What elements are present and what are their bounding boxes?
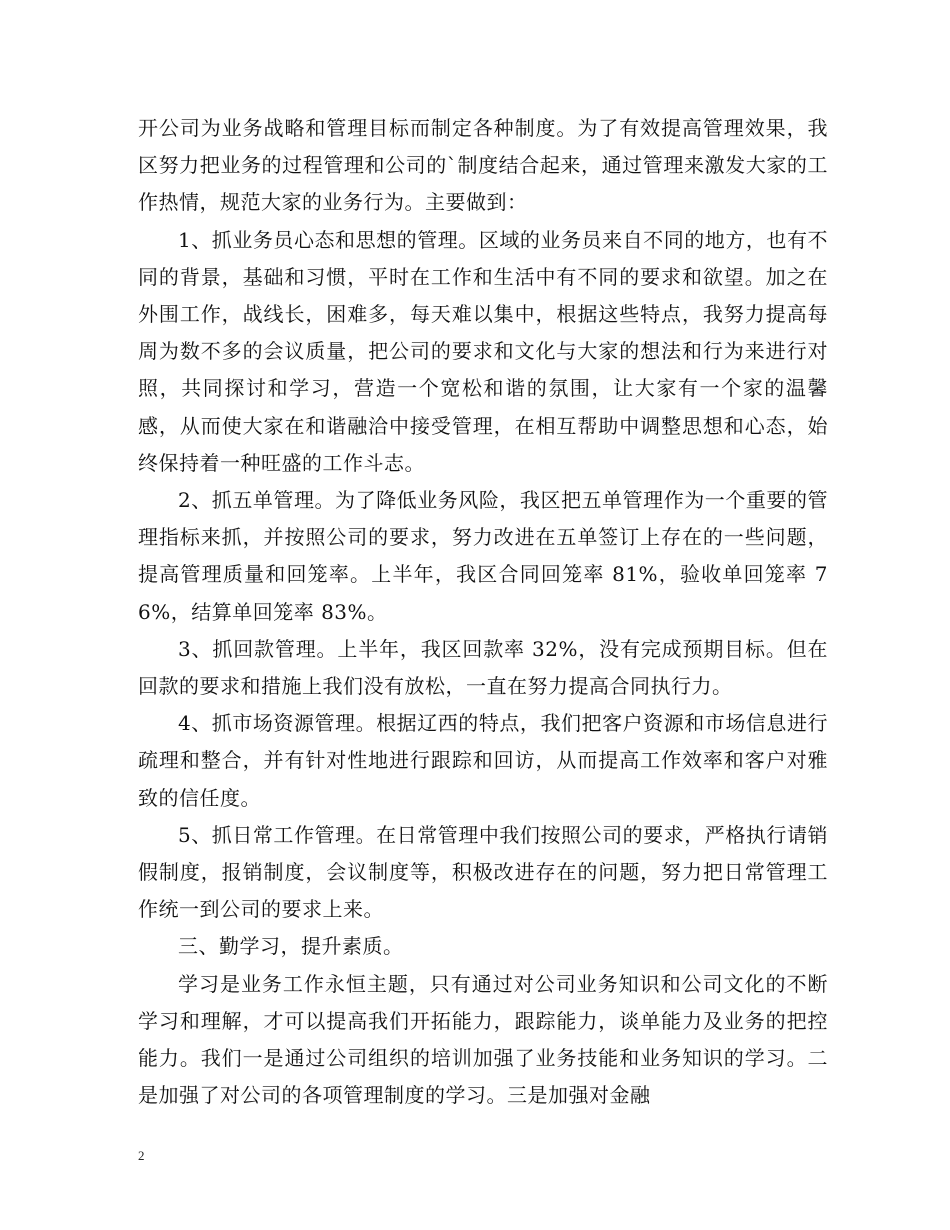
paragraph-item-3: 3、抓回款管理。上半年，我区回款率 32%，没有完成预期目标。但在回款的要求和措施上我们没有放松，一直在努力提高合同执行力。	[138, 636, 828, 699]
paragraph-item-5: 5、抓日常工作管理。在日常管理中我们按照公司的要求，严格执行请销假制度，报销制度，会议制度等，积极改进存在的问题，努力把日常管理工作统一到公司的要求上来。	[138, 822, 828, 922]
paragraph-intro: 开公司为业务战略和管理目标而制定各种制度。为了有效提高管理效果，我区努力把业务的过程管理和公司的`制度结合起来，通过管理来激发大家的工作热情，规范大家的业务行为。主要做到：	[138, 116, 828, 215]
paragraph-item-2: 2、抓五单管理。为了降低业务风险，我区把五单管理作为一个重要的管理指标来抓，并按照公司的要求，努力改进在五单签订上存在的一些问题，提高管理质量和回笼率。上半年，我区合同回笼率 81%，验收单回笼率 76%，结算单回笼率 83%。	[138, 488, 828, 624]
paragraph-item-1: 1、抓业务员心态和思想的管理。区域的业务员来自不同的地方，也有不同的背景，基础和习惯，平时在工作和生活中有不同的要求和欲望。加之在外围工作，战线长，困难多，每天难以集中，根据这些特点，我努力提高每周为数不多的会议质量，把公司的要求和文化与大家的想法和行为来进行对照，共同探讨和学习，营造一个宽松和谐的氛围，让大家有一个家的温馨感，从而使大家在和谐融洽中接受管理，在相互帮助中调整思想和心态，始终保持着一种旺盛的工作斗志。	[138, 227, 828, 475]
document-body	[138, 110, 828, 1114]
section-heading-3: 三、勤学习，提升素质。	[178, 934, 404, 959]
page-number: 2	[138, 1148, 145, 1163]
paragraph-learning: 学习是业务工作永恒主题，只有通过对公司业务知识和公司文化的不断学习和理解，才可以提高我们开拓能力，跟踪能力，谈单能力及业务的把控能力。我们一是通过公司组织的培训加强了业务技能和业务知识的学习。二是加强了对公司的各项管理制度的学习。三是加强对金融	[138, 971, 828, 1108]
paragraph-item-4: 4、抓市场资源管理。根据辽西的特点，我们把客户资源和市场信息进行疏理和整合，并有针对性地进行跟踪和回访，从而提高工作效率和客户对雅致的信任度。	[138, 711, 828, 810]
